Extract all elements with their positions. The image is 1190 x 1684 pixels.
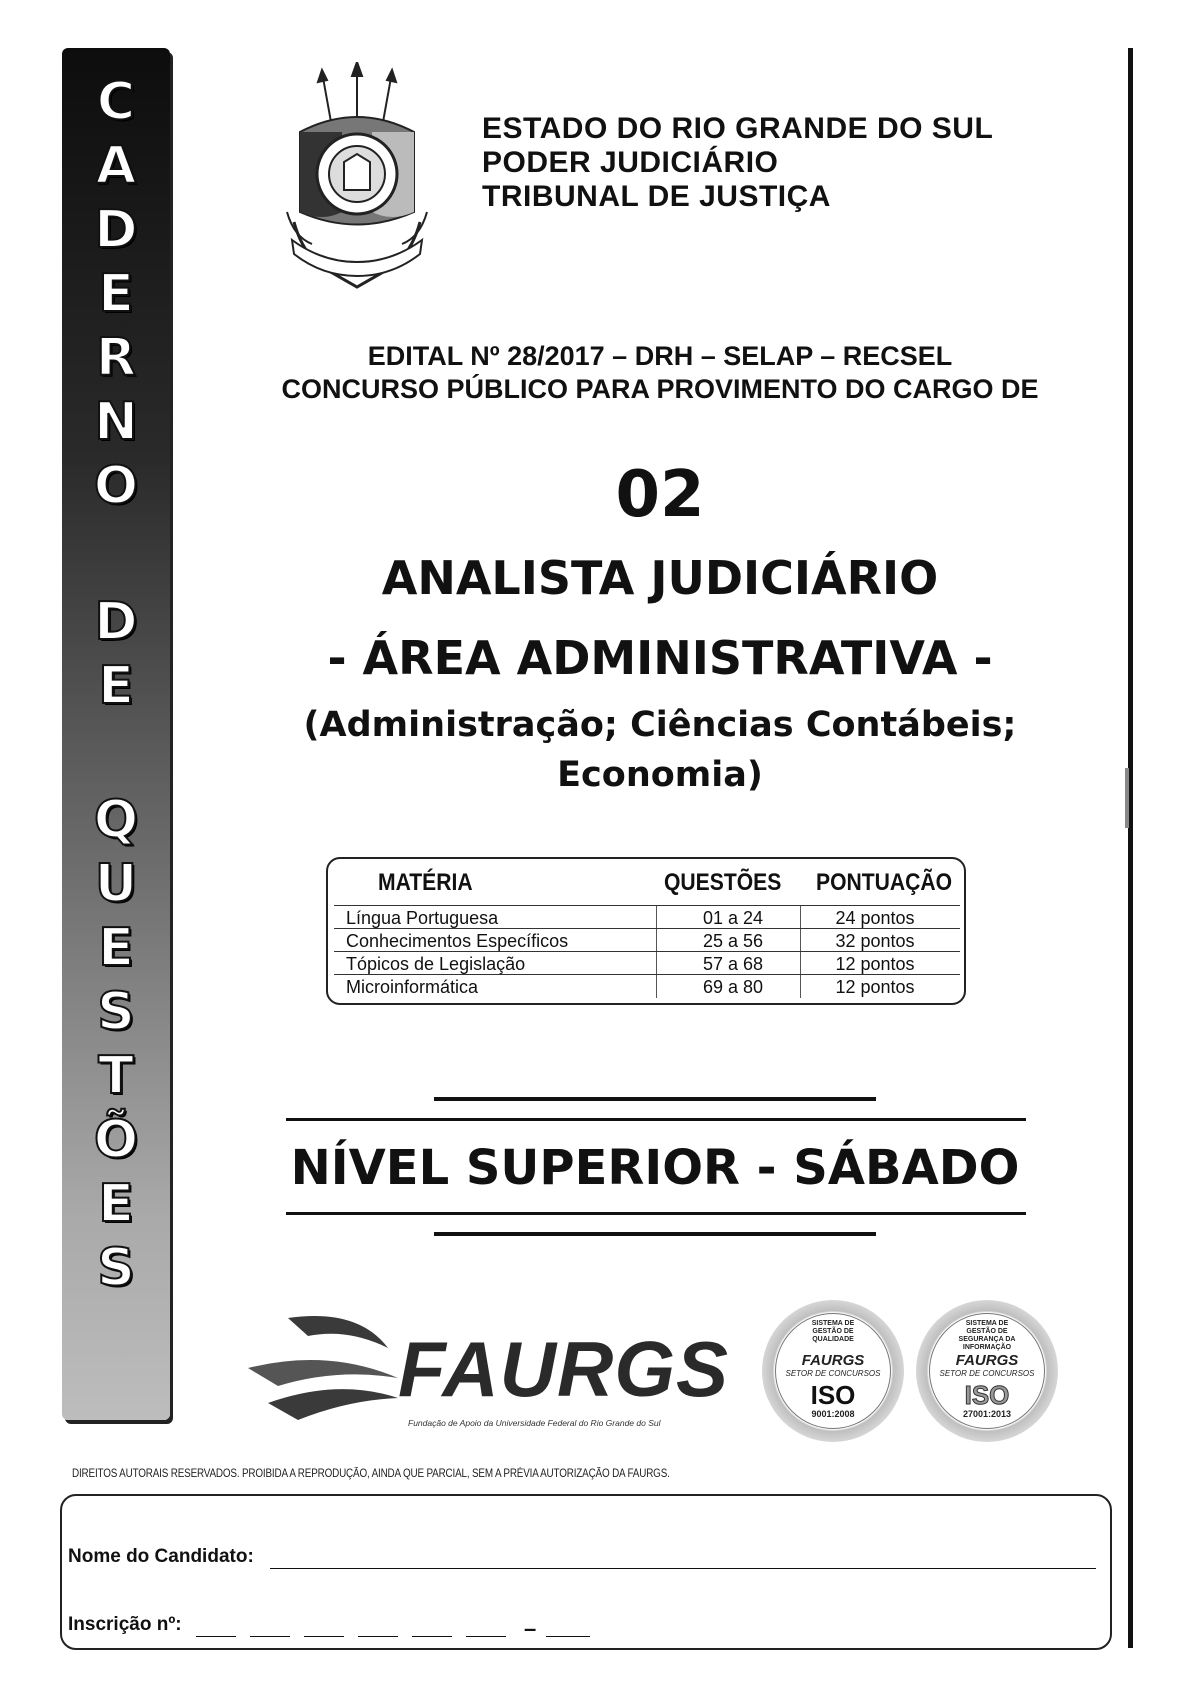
column-header-questions: QUESTÕES [664, 869, 782, 896]
strip-letter: Õ [93, 1110, 139, 1170]
edital-number: EDITAL Nº 28/2017 – DRH – SELAP – RECSEL [367, 341, 953, 371]
seal-sector: SETOR DE CONCURSOS [785, 1369, 881, 1378]
table-row [334, 974, 960, 998]
table-row [334, 905, 960, 929]
table-row [334, 928, 960, 952]
subject-questions: 57 a 68 [702, 954, 764, 974]
candidate-name-field[interactable] [270, 1568, 1096, 1569]
divider [434, 1232, 876, 1236]
subject-questions: 01 a 24 [702, 908, 764, 928]
subjects-table [326, 857, 966, 1005]
exam-specialties-line: (Administração; Ciências Contábeis; [303, 705, 1017, 745]
seal-standard: 9001:2008 [811, 1409, 855, 1419]
strip-letter: D [94, 592, 138, 652]
faurgs-wordmark: FAURGS [398, 1325, 730, 1413]
iso-9001-seal [762, 1300, 904, 1442]
state-coat-of-arms-icon [282, 62, 432, 294]
column-header-points: PONTUAÇÃO [816, 869, 953, 896]
strip-letter: S [97, 1238, 135, 1298]
table-row [334, 951, 960, 975]
subject-name: Microinformática [346, 977, 479, 997]
subject-name: Tópicos de Legislação [346, 954, 526, 974]
seal-iso: ISO [964, 1380, 1010, 1410]
column-header-subject: MATÉRIA [378, 869, 473, 896]
strip-letter: C [96, 72, 136, 132]
subject-points: 12 pontos [835, 977, 915, 997]
exam-specialties-line: Economia) [557, 755, 763, 795]
header-state: ESTADO DO RIO GRANDE DO SUL [482, 112, 994, 145]
exam-level-day: NÍVEL SUPERIOR - SÁBADO [290, 1140, 1020, 1196]
institution-header [482, 112, 993, 214]
subject-questions: 69 a 80 [702, 977, 764, 997]
candidate-info-box [60, 1494, 1112, 1650]
subject-name: Língua Portuguesa [346, 908, 499, 928]
exam-position-title: ANALISTA JUDICIÁRIO [381, 551, 939, 605]
page-edge-notch [1125, 768, 1129, 828]
seal-title: SISTEMA DE GESTÃO DE QUALIDADE [811, 1320, 855, 1343]
seal-iso: ISO [810, 1380, 856, 1410]
divider [286, 1212, 1026, 1215]
strip-letter: Q [93, 790, 139, 850]
divider [286, 1118, 1026, 1121]
copyright-notice: DIREITOS AUTORAIS RESERVADOS. PROIBIDA A REPRODUÇÃO, AINDA QUE PARCIAL, SEM A PRÉVIA AUTORIZAÇÃO DA FAURGS. [72, 1468, 670, 1480]
registration-separator: – [524, 1616, 537, 1641]
subject-name: Conhecimentos Específicos [346, 931, 569, 951]
divider [434, 1097, 876, 1101]
strip-letter: E [98, 656, 134, 716]
exam-specialties [240, 700, 1080, 800]
page-edge-bar [1128, 48, 1133, 1648]
subject-points: 24 pontos [835, 908, 915, 928]
strip-letter: E [98, 918, 134, 978]
iso-27001-seal [916, 1300, 1058, 1442]
faurgs-tagline: Fundação de Apoio da Universidade Federal do Rio Grande do Sul [408, 1418, 661, 1428]
seal-title: SISTEMA DE GESTÃO DE SEGURANÇA DA INFORMAÇÃO [958, 1320, 1016, 1351]
strip-letter: D [94, 200, 138, 260]
subject-points: 12 pontos [835, 954, 915, 974]
caderno-de-questoes-strip [62, 48, 170, 1420]
strip-letter: T [98, 1046, 134, 1106]
strip-letter: A [95, 136, 137, 196]
seal-brand: FAURGS [955, 1352, 1019, 1369]
strip-letter: R [95, 328, 137, 388]
seal-sector: SETOR DE CONCURSOS [939, 1369, 1035, 1378]
edital-block [240, 340, 1080, 406]
strip-letter: S [97, 982, 135, 1042]
edital-description: CONCURSO PÚBLICO PARA PROVIMENTO DO CARGO DE [281, 374, 1039, 404]
strip-letter: N [94, 392, 138, 452]
faurgs-swoosh-icon [248, 1308, 418, 1428]
strip-letter: E [98, 1174, 134, 1234]
header-court: TRIBUNAL DE JUSTIÇA [482, 180, 831, 213]
subject-points: 32 pontos [835, 931, 915, 951]
strip-letter: U [94, 854, 138, 914]
registration-label: Inscrição nº: [68, 1614, 182, 1635]
seal-brand: FAURGS [801, 1352, 865, 1369]
header-branch: PODER JUDICIÁRIO [482, 146, 779, 179]
seal-standard: 27001:2013 [962, 1409, 1012, 1419]
exam-code: 02 [615, 458, 705, 532]
exam-area: - ÁREA ADMINISTRATIVA - [327, 631, 993, 685]
strip-letter: O [93, 456, 139, 516]
faurgs-logo [248, 1308, 730, 1438]
strip-letter: E [98, 264, 134, 324]
subject-questions: 25 a 56 [702, 931, 764, 951]
candidate-name-label: Nome do Candidato: [68, 1546, 254, 1567]
